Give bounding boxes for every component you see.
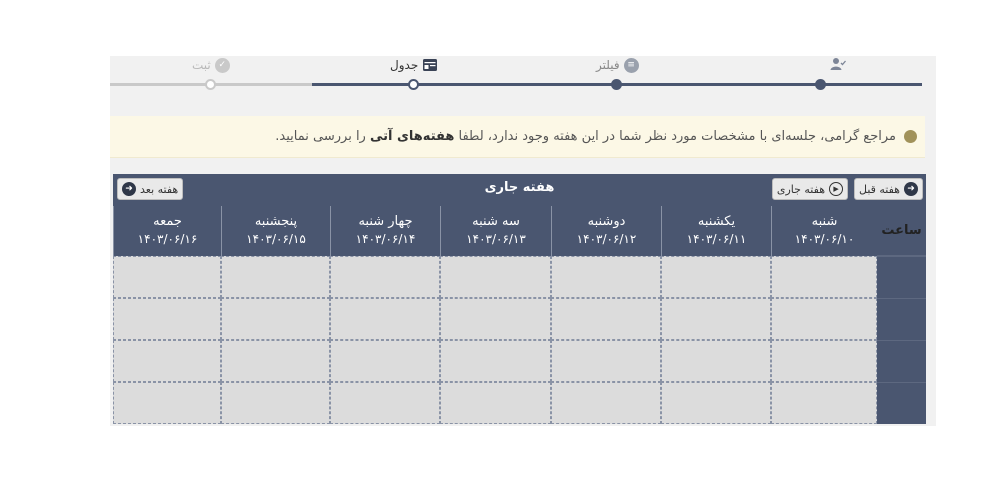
time-slot[interactable] xyxy=(113,382,221,424)
hour-cell xyxy=(877,382,926,424)
arrow-left-icon: ➜ xyxy=(122,182,136,196)
time-slot[interactable] xyxy=(221,382,330,424)
arrow-right-icon: ➜ xyxy=(904,182,918,196)
next-week-label: هفته بعد xyxy=(140,182,179,196)
day-header xyxy=(771,206,877,256)
time-slot[interactable] xyxy=(221,298,330,340)
day-date: ۱۴۰۳/۰۶/۱۶ xyxy=(137,232,198,246)
calendar-grid xyxy=(113,206,926,424)
time-slot[interactable] xyxy=(440,382,551,424)
notice-bullet-icon xyxy=(904,130,917,143)
step-user[interactable] xyxy=(830,56,846,74)
time-slot[interactable] xyxy=(771,382,877,424)
step-dot-table[interactable] xyxy=(408,79,419,90)
day-header xyxy=(330,206,440,256)
step-table-label: جدول xyxy=(390,58,419,72)
day-name: جمعه xyxy=(153,214,182,229)
day-date: ۱۴۰۳/۰۶/۱۴ xyxy=(355,232,416,246)
day-date: ۱۴۰۳/۰۶/۱۰ xyxy=(794,232,855,246)
day-header xyxy=(661,206,771,256)
day-name: سه شنبه xyxy=(472,214,520,229)
time-slot[interactable] xyxy=(551,340,661,382)
time-slot[interactable] xyxy=(221,340,330,382)
time-slot[interactable] xyxy=(440,340,551,382)
hour-column xyxy=(877,206,926,424)
current-week-label: هفته جاری xyxy=(776,182,825,196)
time-slot[interactable] xyxy=(330,256,440,298)
day-date: ۱۴۰۳/۰۶/۱۲ xyxy=(576,232,637,246)
day-date: ۱۴۰۳/۰۶/۱۳ xyxy=(466,232,526,246)
day-header xyxy=(113,206,221,256)
time-slot[interactable] xyxy=(551,256,661,298)
notice-text-after: را بررسی نمایید. xyxy=(275,129,366,144)
step-table[interactable] xyxy=(390,56,437,74)
time-slot[interactable] xyxy=(771,298,877,340)
day-header xyxy=(221,206,330,256)
hour-cell xyxy=(877,298,926,340)
day-name: چهار شنبه xyxy=(358,214,413,229)
check-circle-icon: ✓ xyxy=(215,58,230,73)
time-slot[interactable] xyxy=(113,340,221,382)
calendar-title: هفته جاری xyxy=(484,180,555,195)
notice-upcoming-weeks: هفته‌های آتی xyxy=(369,129,455,144)
time-slot[interactable] xyxy=(771,256,877,298)
day-name: پنجشنبه xyxy=(254,214,298,229)
day-name: دوشنبه xyxy=(587,214,626,229)
time-slot[interactable] xyxy=(330,298,440,340)
current-week-button[interactable] xyxy=(772,178,848,200)
time-slot[interactable] xyxy=(661,382,771,424)
day-header xyxy=(551,206,661,256)
time-slot[interactable] xyxy=(221,256,330,298)
table-icon xyxy=(422,58,437,73)
step-filter[interactable] xyxy=(596,56,639,74)
hour-header: ساعت xyxy=(877,206,926,256)
notice-text-before: مراجع گرامی، جلسه‌ای با مشخصات مورد نظر شما در این هفته وجود ندارد، لطفا xyxy=(458,129,896,144)
step-dot-user[interactable] xyxy=(815,79,826,90)
step-register[interactable] xyxy=(192,56,230,74)
next-week-button[interactable] xyxy=(117,178,183,200)
time-slot[interactable] xyxy=(113,298,221,340)
time-slot[interactable] xyxy=(661,298,771,340)
day-date: ۱۴۰۳/۰۶/۱۵ xyxy=(246,232,306,246)
time-slot[interactable] xyxy=(440,298,551,340)
time-slot[interactable] xyxy=(440,256,551,298)
step-dot-register[interactable] xyxy=(205,79,216,90)
day-name: شنبه xyxy=(811,214,838,229)
day-date: ۱۴۰۳/۰۶/۱۱ xyxy=(686,232,747,246)
time-slot[interactable] xyxy=(551,382,661,424)
time-slot[interactable] xyxy=(661,256,771,298)
user-check-icon xyxy=(830,57,846,74)
stepper xyxy=(110,56,936,106)
day-header xyxy=(440,206,551,256)
previous-week-label: هفته قبل xyxy=(859,182,900,196)
no-session-notice xyxy=(110,116,925,158)
time-slot[interactable] xyxy=(771,340,877,382)
time-slot[interactable] xyxy=(113,256,221,298)
hour-cell xyxy=(877,340,926,382)
previous-week-button[interactable] xyxy=(854,178,923,200)
time-slot[interactable] xyxy=(551,298,661,340)
play-icon: ▶ xyxy=(829,182,843,196)
time-slot[interactable] xyxy=(330,382,440,424)
calendar-toolbar xyxy=(113,174,926,206)
day-name: یکشنبه xyxy=(697,214,736,229)
filter-icon: ≡ xyxy=(624,58,639,73)
notice-text xyxy=(275,129,896,144)
hour-cell xyxy=(877,256,926,298)
time-slot[interactable] xyxy=(661,340,771,382)
step-dot-filter[interactable] xyxy=(611,79,622,90)
step-register-label: ثبت xyxy=(192,58,211,72)
weekly-calendar xyxy=(113,174,926,424)
time-slot[interactable] xyxy=(330,340,440,382)
step-filter-label: فیلتر xyxy=(596,58,620,72)
reservation-panel xyxy=(110,56,936,426)
